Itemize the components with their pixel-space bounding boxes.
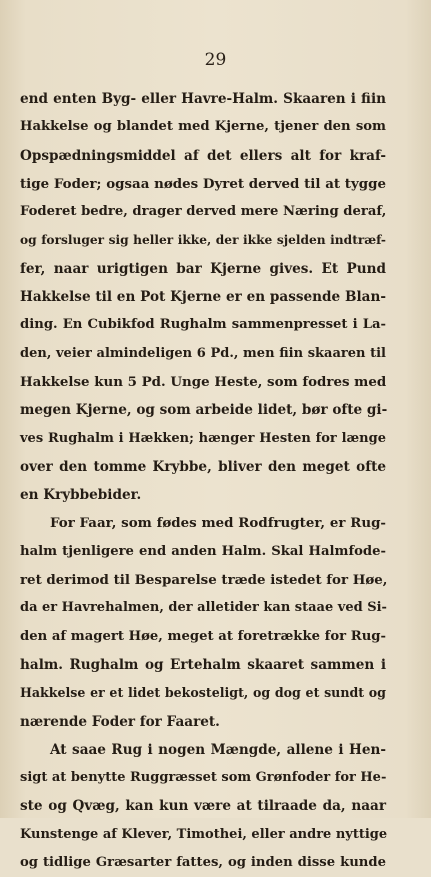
text-line: og tidlige Græsarter fattes, og inden disse kunde bbox=[20, 855, 386, 871]
text-line: Foderet bedre, drager derved mere Næring deraf, bbox=[20, 204, 387, 220]
text-line: Hakkelse kun 5 Pd. Unge Heste, som fodres med bbox=[20, 373, 387, 390]
text-line: tige Foder; ogsaa nødes Dyret derved til at tygge bbox=[20, 175, 386, 192]
text-line: Hakkelse til en Pot Kjerne er en passende Blan- bbox=[20, 289, 386, 306]
text-line: den, veier almindeligen 6 Pd., men fiin skaaren til bbox=[20, 345, 386, 361]
text-line: At saae Rug i nogen Mængde, allene i Hen- bbox=[50, 741, 386, 758]
text-line: en Krybbebider. bbox=[20, 487, 142, 504]
text-line: fer, naar urigtigen bar Kjerne gives. Et Pund bbox=[20, 260, 386, 277]
page-number: 29 bbox=[204, 50, 227, 70]
text-line: ret derimod til Besparelse træde istedet for Høe, bbox=[20, 572, 388, 589]
text-line: og forsluger sig heller ikke, der ikke sjelden indtræf- bbox=[20, 233, 386, 248]
text-line: nærende Foder for Faaret. bbox=[20, 713, 220, 730]
text-line: Hakkelse og blandet med Kjerne, tjener den som bbox=[20, 119, 386, 135]
text-line: sigt at benytte Ruggræsset som Grønfoder for He- bbox=[20, 770, 387, 786]
text-line: halm tjenligere end anden Halm. Skal Halmfode- bbox=[20, 543, 386, 559]
text-line: end enten Byg- eller Havre-Halm. Skaaren i fiin bbox=[20, 91, 386, 107]
text-line: over den tomme Krybbe, bliver den meget ofte bbox=[20, 458, 386, 475]
text-line: Opspædningsmiddel af det ellers alt for kraf- bbox=[20, 147, 386, 164]
text-line: halm. Rughalm og Ertehalm skaaret sammen i bbox=[20, 656, 386, 673]
text-line: ves Rughalm i Hækken; hænger Hesten for længe bbox=[20, 430, 386, 446]
text-line: da er Havrehalmen, der alletider kan staae ved Si- bbox=[20, 600, 387, 616]
text-line: For Faar, som fødes med Rodfrugter, er Rug- bbox=[50, 515, 386, 532]
text-line: Kunstenge af Klever, Timothei, eller andre nyttige bbox=[20, 826, 388, 842]
text-line: den af magert Høe, meget at foretrække for Rug- bbox=[20, 628, 386, 644]
text-line: ding. En Cubikfod Rughalm sammenpresset i La- bbox=[20, 317, 386, 333]
text-line: megen Kjerne, og som arbeide lidet, bør ofte gi- bbox=[20, 402, 388, 419]
text-line: ste og Qvæg, kan kun være at tilraade da, naar bbox=[20, 798, 386, 815]
text-line: Hakkelse er et lidet bekosteligt, og dog et sundt og bbox=[20, 685, 386, 701]
body-text bbox=[20, 85, 386, 877]
